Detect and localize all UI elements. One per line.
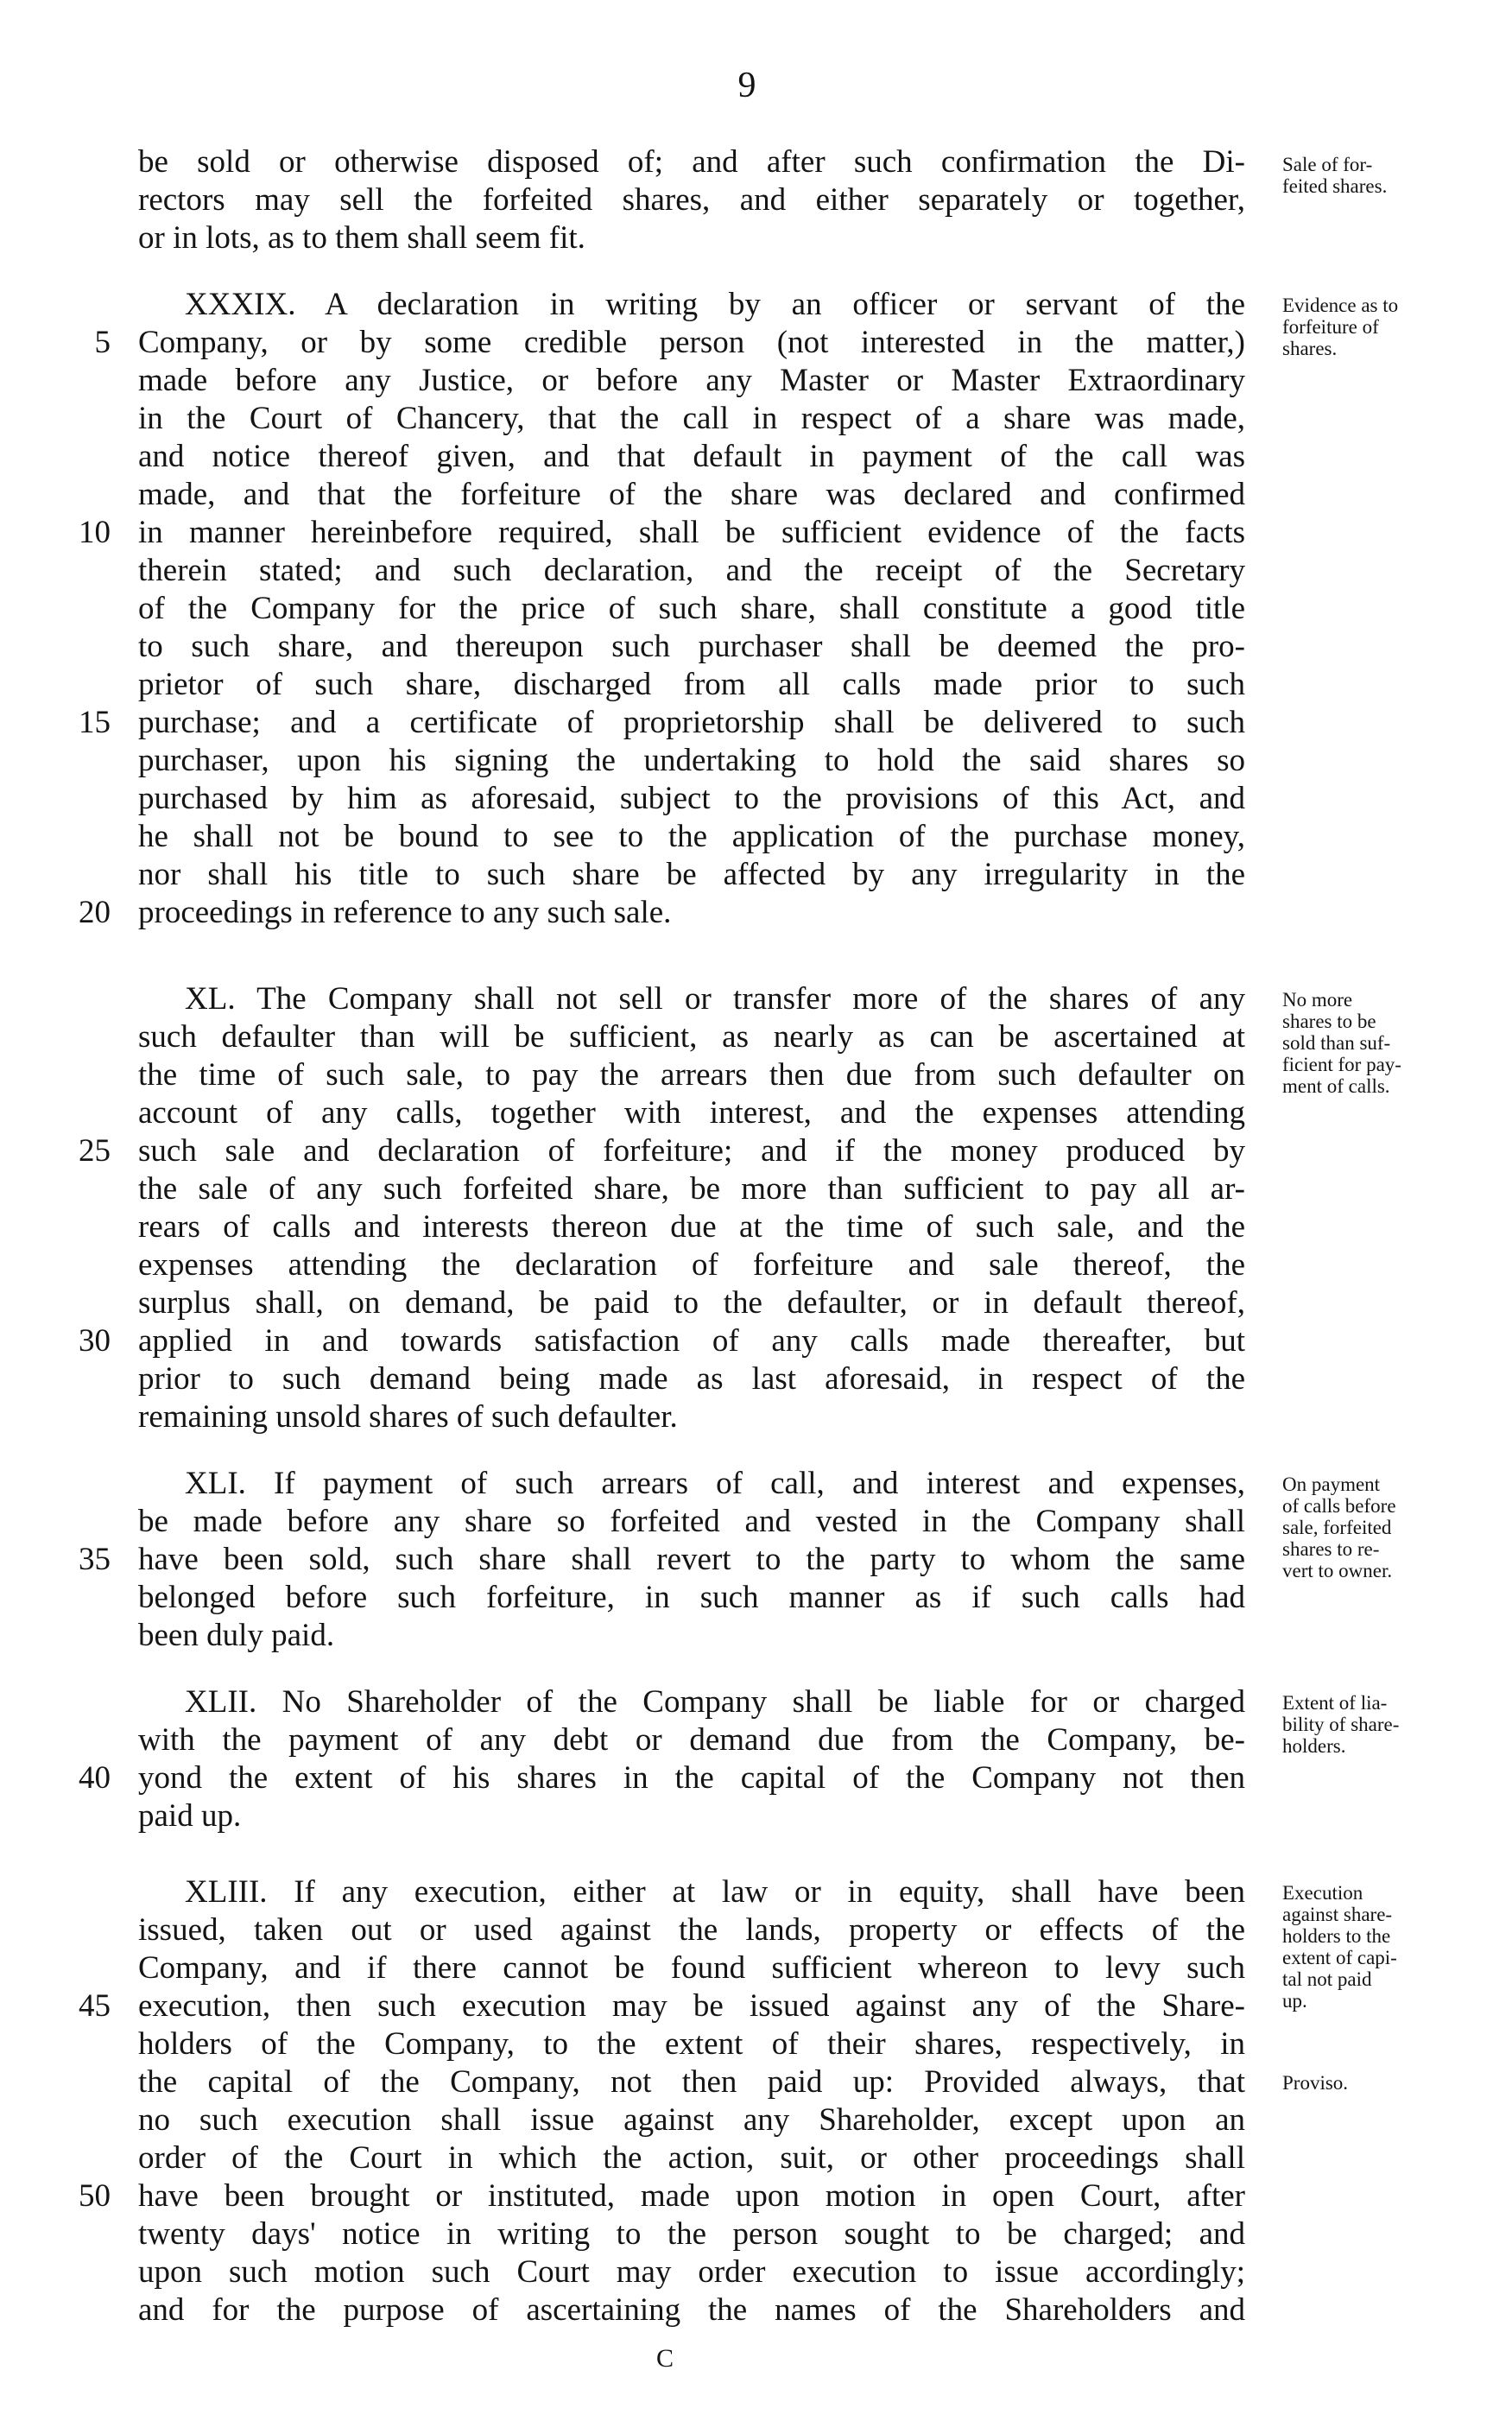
body-line: prior to such demand being made as last aforesaid, in respect of the (138, 1361, 1245, 1397)
line-number: 10 (79, 515, 111, 550)
body-line: and for the purpose of ascertaining the names of the Shareholders and (138, 2292, 1245, 2328)
body-line: therein stated; and such declaration, and the receipt of the Secretary (138, 553, 1245, 588)
body-line: XXXIX. A declaration in writing by an officer or servant of the (185, 287, 1245, 322)
body-line: Company, or by some credible person (not interested in the matter,) (138, 325, 1245, 360)
margin-note-line: extent of capi- (1282, 1947, 1397, 1968)
margin-note-line: Proviso. (1282, 2072, 1349, 2094)
body-line: order of the Court in which the action, suit, or other proceedings shall (138, 2140, 1245, 2176)
body-line: nor shall his title to such share be affected by any irregularity in the (138, 857, 1245, 892)
line-number: 5 (94, 325, 111, 360)
body-line: surplus shall, on demand, be paid to the defaulter, or in default thereof, (138, 1285, 1245, 1321)
margin-note-line: ficient for pay- (1282, 1054, 1401, 1075)
body-line: such sale and declaration of forfeiture; and if the money produced by (138, 1133, 1245, 1169)
body-line: of the Company for the price of such share, shall constitute a good title (138, 591, 1245, 626)
body-line: XLIII. If any execution, either at law or in equity, shall have been (185, 1874, 1245, 1910)
margin-note-line: holders. (1282, 1735, 1346, 1757)
body-line: upon such motion such Court may order execution to issue accordingly; (138, 2254, 1245, 2290)
body-line: rears of calls and interests thereon due at the time of such sale, and the (138, 1209, 1245, 1245)
body-line: been duly paid. (138, 1618, 335, 1653)
margin-note-line: shares to re- (1282, 1538, 1380, 1560)
margin-note-line: shares to be (1282, 1011, 1376, 1032)
line-number: 30 (79, 1323, 111, 1359)
body-line: the time of such sale, to pay the arrears then due from such defaulter on (138, 1057, 1245, 1093)
margin-note-line: shares. (1282, 338, 1338, 359)
margin-note-line: No more (1282, 989, 1353, 1011)
body-line: have been sold, such share shall revert to the party to whom the same (138, 1542, 1245, 1577)
line-number: 35 (79, 1542, 111, 1577)
body-line: and notice thereof given, and that default in payment of the call was (138, 439, 1245, 474)
margin-note (1282, 1474, 1498, 1581)
body-line: applied in and towards satisfaction of any calls made thereafter, but (138, 1323, 1245, 1359)
body-line: made before any Justice, or before any Master or Master Extraordinary (138, 363, 1245, 398)
line-number: 15 (79, 705, 111, 740)
body-line: account of any calls, together with interest, and the expenses attending (138, 1095, 1245, 1131)
signature-mark: C (655, 2344, 674, 2373)
body-line: purchased by him as aforesaid, subject to the provisions of this Act, and (138, 781, 1245, 816)
body-line: execution, then such execution may be issued against any of the Share- (138, 1988, 1245, 2024)
margin-note (1282, 2072, 1498, 2094)
body-line: XL. The Company shall not sell or transfer more of the shares of any (185, 981, 1245, 1017)
body-line: or in lots, as to them shall seem fit. (138, 220, 585, 256)
body-line: rectors may sell the forfeited shares, and either separately or together, (138, 182, 1245, 218)
body-line: Company, and if there cannot be found sufficient whereon to levy such (138, 1950, 1245, 1986)
body-line: proceedings in reference to any such sale. (138, 895, 672, 930)
body-line: remaining unsold shares of such defaulter. (138, 1399, 678, 1435)
margin-note-line: tal not paid (1282, 1968, 1372, 1990)
body-line: the sale of any such forfeited share, be more than sufficient to pay all ar- (138, 1171, 1245, 1207)
body-line: such defaulter than will be sufficient, as nearly as can be ascertained at (138, 1019, 1245, 1055)
margin-note (1282, 154, 1498, 197)
body-line: expenses attending the declaration of forfeiture and sale thereof, the (138, 1247, 1245, 1283)
margin-note-line: vert to owner. (1282, 1560, 1393, 1581)
body-line: have been brought or instituted, made upon motion in open Court, after (138, 2178, 1245, 2214)
body-line: holders of the Company, to the extent of their shares, respectively, in (138, 2026, 1245, 2062)
margin-note-line: bility of share- (1282, 1714, 1400, 1735)
body-line: be sold or otherwise disposed of; and after such confirmation the Di- (138, 144, 1245, 180)
body-line: belonged before such forfeiture, in such manner as if such calls had (138, 1580, 1245, 1615)
margin-note-line: Execution (1282, 1882, 1363, 1904)
margin-note-line: sale, forfeited (1282, 1517, 1392, 1538)
margin-note-line: Sale of for- (1282, 154, 1373, 175)
margin-note-line: Evidence as to (1282, 295, 1399, 316)
body-line: paid up. (138, 1798, 242, 1834)
body-line: be made before any share so forfeited and vested in the Company shall (138, 1504, 1245, 1539)
body-line: twenty days' notice in writing to the person sought to be charged; and (138, 2216, 1245, 2252)
line-number: 40 (79, 1760, 111, 1796)
body-line: XLI. If payment of such arrears of call, and interest and expenses, (185, 1466, 1245, 1501)
line-number: 20 (79, 895, 111, 930)
line-number: 45 (79, 1988, 111, 2024)
margin-note (1282, 295, 1498, 359)
body-line: in the Court of Chancery, that the call in respect of a share was made, (138, 401, 1245, 436)
margin-note-line: ment of calls. (1282, 1075, 1390, 1097)
margin-note-line: up. (1282, 1990, 1307, 2012)
body-line: the capital of the Company, not then paid up: Provided always, that (138, 2064, 1245, 2100)
body-line: to such share, and thereupon such purchaser shall be deemed the pro- (138, 629, 1245, 664)
body-line: with the payment of any debt or demand due from the Company, be- (138, 1722, 1245, 1758)
margin-note-line: against share- (1282, 1904, 1393, 1925)
margin-note-line: of calls before (1282, 1495, 1396, 1517)
line-number: 50 (79, 2178, 111, 2214)
body-line: no such execution shall issue against any Shareholder, except upon an (138, 2102, 1245, 2138)
body-line: made, and that the forfeiture of the share was declared and confirmed (138, 477, 1245, 512)
body-line: in manner hereinbefore required, shall be sufficient evidence of the facts (138, 515, 1245, 550)
margin-note-line: sold than suf- (1282, 1032, 1391, 1054)
margin-note-line: feited shares. (1282, 175, 1388, 197)
margin-note-line: On payment (1282, 1474, 1381, 1495)
margin-note (1282, 989, 1498, 1097)
margin-note-line: Extent of lia- (1282, 1692, 1388, 1714)
body-line: purchase; and a certificate of proprietorship shall be delivered to such (138, 705, 1245, 740)
body-line: XLII. No Shareholder of the Company shall be liable for or charged (185, 1684, 1245, 1720)
body-line: purchaser, upon his signing the undertaking to hold the said shares so (138, 743, 1245, 778)
body-line: issued, taken out or used against the lands, property or effects of the (138, 1912, 1245, 1948)
body-line: he shall not be bound to see to the application of the purchase money, (138, 819, 1245, 854)
margin-note (1282, 1692, 1498, 1757)
body-line: yond the extent of his shares in the capital of the Company not then (138, 1760, 1245, 1796)
line-number: 25 (79, 1133, 111, 1169)
body-line: prietor of such share, discharged from all calls made prior to such (138, 667, 1245, 702)
margin-note-line: holders to the (1282, 1925, 1391, 1947)
margin-note (1282, 1882, 1498, 2012)
margin-note-line: forfeiture of (1282, 316, 1379, 338)
page-number: 9 (737, 66, 756, 105)
